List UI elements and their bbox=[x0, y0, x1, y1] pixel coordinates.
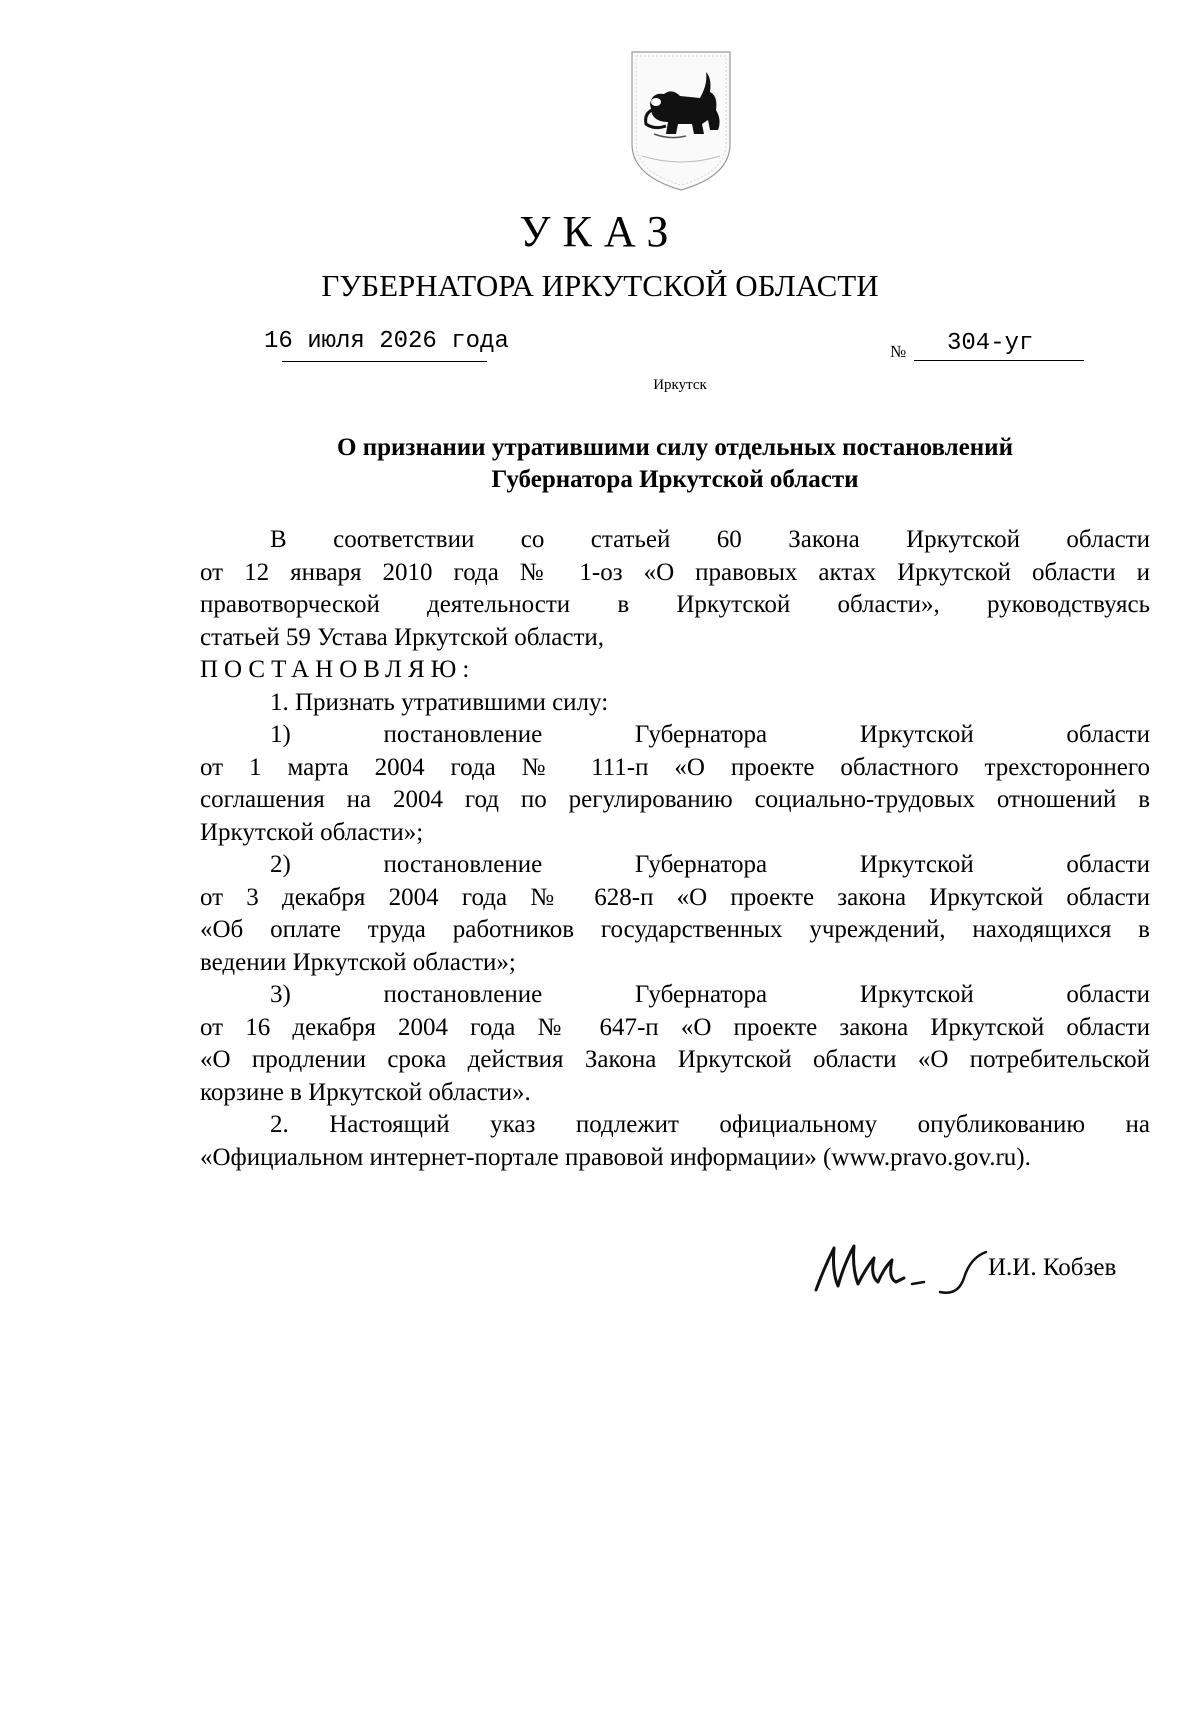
body-line: от 12 января 2010 года № 1-оз «О правовых актах Иркутской области и bbox=[200, 558, 1150, 586]
body-line: «Официальном интернет-портале правовой информации» (www.pravo.gov.ru). bbox=[200, 1143, 1031, 1171]
document-heading bbox=[200, 432, 1150, 496]
document-date: 16 июля 2026 года bbox=[264, 328, 509, 355]
body-line: соглашения на 2004 год по регулированию социально-трудовых отношений в bbox=[200, 786, 1150, 813]
body-line: статьей 59 Устава Иркутской области, bbox=[200, 623, 605, 651]
body-line: правотворческой деятельности в Иркутской области», руководствуясь bbox=[200, 591, 1150, 618]
body-line: В соответствии со статьей 60 Закона Иркутской области bbox=[270, 526, 1150, 553]
body-line: ведении Иркутской области»; bbox=[200, 948, 516, 976]
body-line: 3) постановление Губернатора Иркутской области bbox=[270, 981, 1150, 1008]
body-line: 2) постановление Губернатора Иркутской области bbox=[270, 851, 1150, 878]
document-number: 304-уг bbox=[947, 330, 1034, 357]
body-line: 1) постановление Губернатора Иркутской области bbox=[270, 721, 1150, 748]
date-underline bbox=[282, 361, 487, 362]
body-line: корзине в Иркутской области». bbox=[200, 1078, 531, 1106]
body-line: от 1 марта 2004 года № 111-п «О проекте областного трехстороннего bbox=[200, 753, 1150, 781]
body-line: от 3 декабря 2004 года № 628-п «О проекте закона Иркутской области bbox=[200, 883, 1150, 911]
body-line: «О продлении срока действия Закона Иркутской области «О потребительской bbox=[200, 1046, 1150, 1073]
handwritten-signature-icon bbox=[808, 1238, 998, 1298]
body-line: от 16 декабря 2004 года № 647-п «О проекте закона Иркутской области bbox=[200, 1013, 1150, 1041]
heading-line: О признании утратившими силу отдельных постановлений bbox=[337, 434, 1013, 461]
body-line: 1. Признать утратившими силу: bbox=[270, 688, 609, 716]
document-title: УКАЗ bbox=[519, 207, 681, 256]
number-underline bbox=[914, 360, 1084, 361]
decree-word: ПОСТАНОВЛЯЮ: bbox=[200, 656, 476, 683]
document-body bbox=[200, 524, 1150, 1174]
number-sign: № bbox=[890, 342, 907, 361]
body-line: «Об оплате труда работников государственных учреждений, находящихся в bbox=[200, 916, 1150, 943]
heading-line: Губернатора Иркутской области bbox=[491, 466, 859, 493]
body-line: Иркутской области»; bbox=[200, 818, 424, 846]
signatory-name: И.И. Кобзев bbox=[988, 1254, 1117, 1281]
coat-of-arms-icon bbox=[622, 44, 740, 194]
body-line: 2. Настоящий указ подлежит официальному опубликованию на bbox=[270, 1111, 1150, 1138]
document-authority: ГУБЕРНАТОРА ИРКУТСКОЙ ОБЛАСТИ bbox=[321, 268, 879, 303]
document-city: Иркутск bbox=[653, 377, 707, 393]
